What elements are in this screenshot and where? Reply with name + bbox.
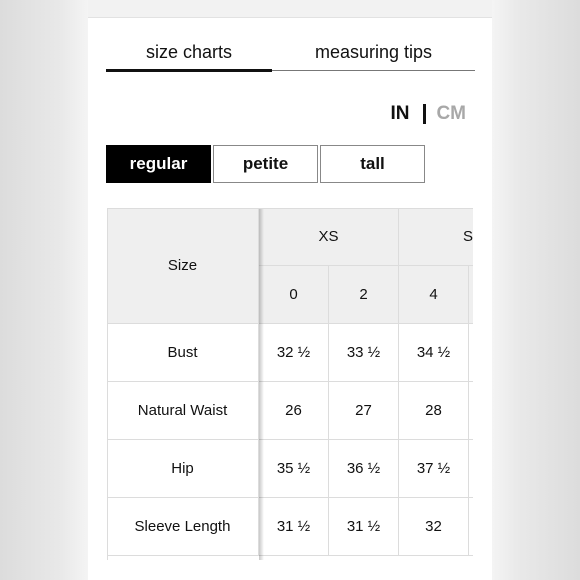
table-cell: 31 ½ [329,498,399,556]
size-table[interactable] [107,208,473,560]
top-header-strip [88,0,492,18]
fit-petite-button[interactable]: petite [213,145,318,183]
unit-divider [423,104,426,124]
unit-in-button[interactable]: IN [390,103,410,124]
table-cell-partial [469,324,473,382]
fit-selector [106,145,425,183]
table-cell-partial [469,498,473,556]
tab-measuring-tips[interactable]: measuring tips [314,42,433,62]
size-number-header-partial [469,266,473,324]
unit-cm-button[interactable]: CM [436,103,466,124]
table-cell: 28 [399,382,469,440]
row-label-hip: Hip [107,440,259,498]
table-cell: 37 ½ [399,440,469,498]
size-number-header: 0 [259,266,329,324]
fit-regular-button[interactable]: regular [106,145,211,183]
table-cell: 26 [259,382,329,440]
table-cell-partial [469,382,473,440]
sticky-column-shadow [259,208,264,560]
table-cell: 34 ½ [399,324,469,382]
table-cell: 33 ½ [329,324,399,382]
left-margin [0,0,88,580]
table-cell-partial [469,440,473,498]
size-number-header: 2 [329,266,399,324]
unit-toggle [390,103,466,125]
size-group-header: XS [259,208,399,266]
table-cell: 36 ½ [329,440,399,498]
table-cell: 32 [399,498,469,556]
row-label-natural-waist: Natural Waist [107,382,259,440]
table-cell: 32 ½ [259,324,329,382]
table-cell: 27 [329,382,399,440]
size-group-header: S [399,208,473,266]
row-label-sleeve-length: Sleeve Length [107,498,259,556]
table-cell: 31 ½ [259,498,329,556]
right-margin [492,0,580,580]
fit-tall-button[interactable]: tall [320,145,425,183]
table-cell: 35 ½ [259,440,329,498]
size-chart-panel [88,18,492,580]
size-corner-header: Size [107,208,259,324]
size-tabs [106,40,475,71]
tab-size-charts[interactable]: size charts [106,40,272,72]
size-number-header: 4 [399,266,469,324]
row-label-bust: Bust [107,324,259,382]
